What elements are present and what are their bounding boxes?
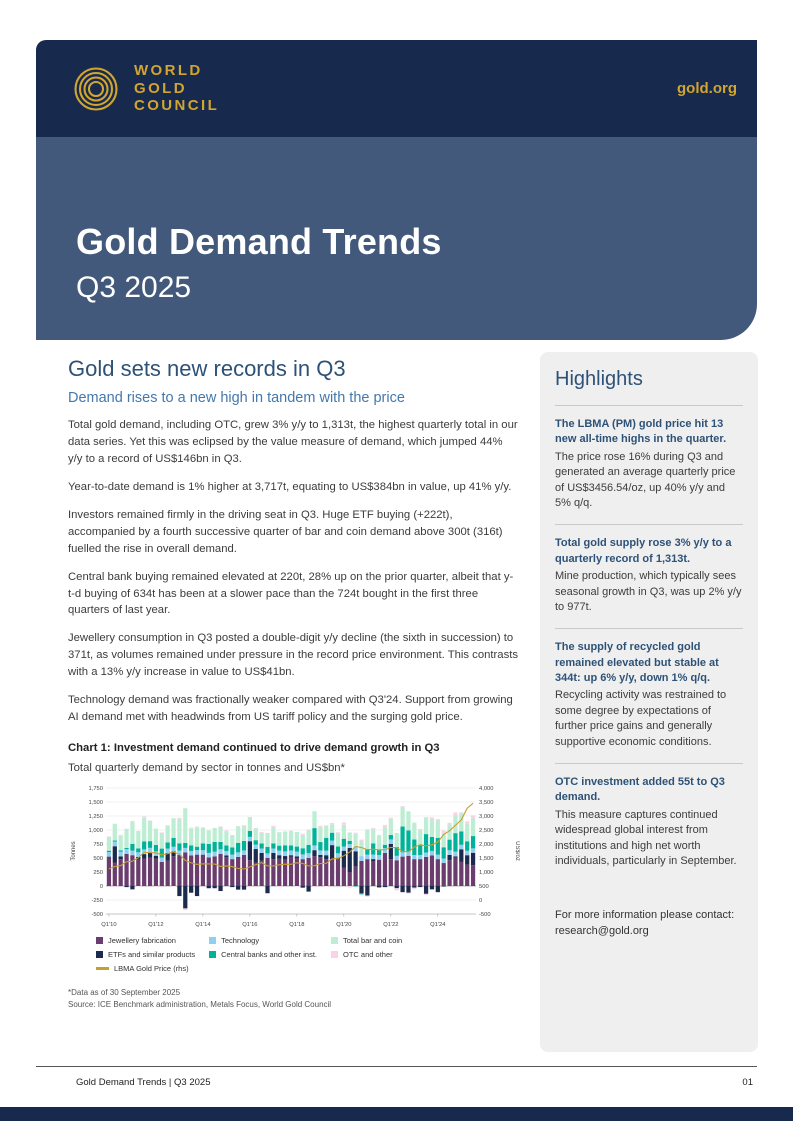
brand — [70, 62, 219, 115]
svg-text:Q1'12: Q1'12 — [148, 922, 164, 929]
svg-text:1,250: 1,250 — [88, 814, 103, 821]
legend-label: Technology — [221, 936, 260, 946]
svg-text:0: 0 — [99, 884, 103, 891]
highlight-lead: Total gold supply rose 3% y/y to a quarterly record of 1,313t. — [555, 537, 732, 565]
footer-page-number: 01 — [742, 1077, 753, 1088]
paragraph: Year-to-date demand is 1% higher at 3,717t, equating to US$384bn in value, up 41% y/y. — [68, 480, 512, 493]
article-column — [68, 356, 520, 1012]
legend-item — [96, 964, 195, 973]
legend-item — [96, 950, 195, 959]
svg-text:2,000: 2,000 — [479, 842, 494, 849]
legend-column — [209, 936, 317, 973]
svg-text:-500: -500 — [91, 912, 103, 919]
paragraph: Central bank buying remained elevated at 220t, 28% up on the prior quarter, albeit that y-t-d buying of 634t has been at a slower pace than the 724t bought in the first three quarters of last year. — [68, 570, 514, 617]
svg-text:Q1'14: Q1'14 — [195, 922, 211, 929]
highlight-lead: The LBMA (PM) gold price hit 13 new all-time highs in the quarter. — [555, 418, 727, 446]
svg-text:Q1'20: Q1'20 — [336, 922, 352, 929]
chart-title: Chart 1: Investment demand continued to drive demand growth in Q3 — [68, 742, 440, 755]
highlight-item — [555, 524, 743, 628]
svg-text:1,000: 1,000 — [88, 828, 103, 835]
svg-text:1,500: 1,500 — [88, 800, 103, 807]
highlight-item — [555, 763, 743, 882]
footer-bar — [0, 1107, 793, 1121]
legend-column — [96, 936, 195, 973]
highlight-lead: The supply of recycled gold remained elevated but stable at 344t: up 6% y/y, down 1% q/q. — [555, 641, 719, 685]
svg-text:US$/oz: US$/oz — [514, 841, 520, 861]
legend-column — [331, 936, 402, 973]
legend-color-swatch — [96, 951, 103, 958]
legend-label: OTC and other — [343, 950, 393, 960]
svg-text:3,500: 3,500 — [479, 800, 494, 807]
svg-text:2,500: 2,500 — [479, 828, 494, 835]
brand-line-1: WORLD — [134, 61, 203, 79]
chart-footnotes — [68, 987, 520, 1012]
demand-chart — [68, 782, 520, 930]
paragraph: Investors remained firmly in the driving seat in Q3. Huge ETF buying (+222t), accompanied by a fourth successive quarter of bar and coin demand above 300t (316t) fuelled the rise in overall demand. — [68, 508, 503, 555]
legend-line-swatch — [96, 967, 109, 970]
chart-legend — [96, 936, 520, 973]
report-quarter: Q3 2025 — [76, 271, 192, 304]
brand-line-2: GOLD — [134, 79, 187, 97]
report-title: Gold Demand Trends — [76, 221, 442, 262]
svg-text:1,750: 1,750 — [88, 786, 103, 793]
footer-report-name: Gold Demand Trends | Q3 2025 — [76, 1077, 211, 1088]
legend-color-swatch — [209, 937, 216, 944]
highlights-panel — [540, 352, 758, 1052]
footnote-source: Source: ICE Benchmark administration, Metals Focus, World Gold Council — [68, 1000, 332, 1010]
legend-label: LBMA Gold Price (rhs) — [114, 964, 189, 974]
svg-text:Q1'18: Q1'18 — [289, 922, 305, 929]
legend-item — [331, 936, 402, 945]
brand-line-3: COUNCIL — [134, 97, 220, 115]
legend-color-swatch — [96, 937, 103, 944]
highlight-body: Recycling activity was restrained to some degree by expectations of further price gains and generally supportive economic conditions. — [555, 689, 727, 748]
article-heading: Gold sets new records in Q3 — [68, 356, 346, 381]
svg-text:250: 250 — [93, 870, 103, 877]
hero-banner — [36, 137, 757, 340]
svg-text:Q1'24: Q1'24 — [430, 922, 446, 929]
footnote-data-date: *Data as of 30 September 2025 — [68, 988, 181, 998]
footer-divider — [36, 1066, 757, 1067]
legend-color-swatch — [331, 951, 338, 958]
header-bar — [36, 40, 757, 137]
gold-org-link[interactable]: gold.org — [677, 80, 737, 97]
svg-text:500: 500 — [479, 884, 489, 891]
paragraph: Total gold demand, including OTC, grew 3% y/y to 1,313t, the highest quarterly total in our data series. Yet this was eclipsed by the value measure of demand, which jumped 44% y/y to a record of US$146bn in Q3. — [68, 419, 518, 465]
svg-text:Tonnes: Tonnes — [71, 841, 77, 861]
legend-color-swatch — [331, 937, 338, 944]
chart-subtitle: Total quarterly demand by sector in tonnes and US$bn* — [68, 762, 345, 775]
highlight-body: Mine production, which typically sees seasonal growth in Q3, was up 2% y/y to 977t. — [555, 570, 742, 613]
svg-text:1,000: 1,000 — [479, 870, 494, 877]
legend-item — [331, 950, 402, 959]
svg-text:-250: -250 — [91, 898, 103, 905]
svg-text:1,500: 1,500 — [479, 856, 494, 863]
svg-text:Q1'16: Q1'16 — [242, 922, 258, 929]
svg-text:3,000: 3,000 — [479, 814, 494, 821]
svg-text:750: 750 — [93, 842, 103, 849]
legend-label: Central banks and other inst. — [221, 950, 318, 960]
svg-text:4,000: 4,000 — [479, 786, 494, 793]
legend-item — [96, 936, 195, 945]
highlight-item — [555, 628, 743, 763]
highlight-item — [555, 405, 743, 524]
highlights-title: Highlights — [555, 368, 643, 390]
svg-text:-500: -500 — [479, 912, 491, 919]
svg-text:Q1'22: Q1'22 — [383, 922, 399, 929]
highlight-lead: OTC investment added 55t to Q3 demand. — [555, 776, 725, 804]
legend-label: Jewellery fabrication — [108, 936, 176, 946]
paragraph: Jewellery consumption in Q3 posted a double-digit y/y decline (the sixth in succession) to 371t, as volumes remained under pressure in the record price environment. This contrasts with a 13% y/y increase in value to US$41bn. — [68, 632, 519, 679]
svg-text:0: 0 — [479, 898, 483, 905]
wgc-logo-icon — [70, 63, 122, 115]
highlight-body: The price rose 16% during Q3 and generated an average quarterly price of US$3456.54/oz, up 40% y/y and 5% q/q. — [555, 450, 736, 509]
legend-label: Total bar and coin — [343, 936, 403, 946]
contact-line[interactable]: For more information please contact: research@gold.org — [555, 909, 735, 938]
svg-text:Q1'10: Q1'10 — [101, 922, 117, 929]
legend-item — [209, 936, 317, 945]
legend-label: ETFs and similar products — [108, 950, 196, 960]
article-subheading: Demand rises to a new high in tandem with the price — [68, 390, 405, 406]
legend-color-swatch — [209, 951, 216, 958]
brand-wordmark — [134, 62, 219, 115]
paragraph: Technology demand was fractionally weaker compared with Q3'24. Support from growing AI demand met with headwinds from US tariff policy and the surging gold price. — [68, 694, 513, 724]
svg-text:500: 500 — [93, 856, 103, 863]
highlight-body: This measure captures continued widespread global interest from institutions and high net worth individuals, particularly in September. — [555, 808, 737, 867]
legend-item — [209, 950, 317, 959]
